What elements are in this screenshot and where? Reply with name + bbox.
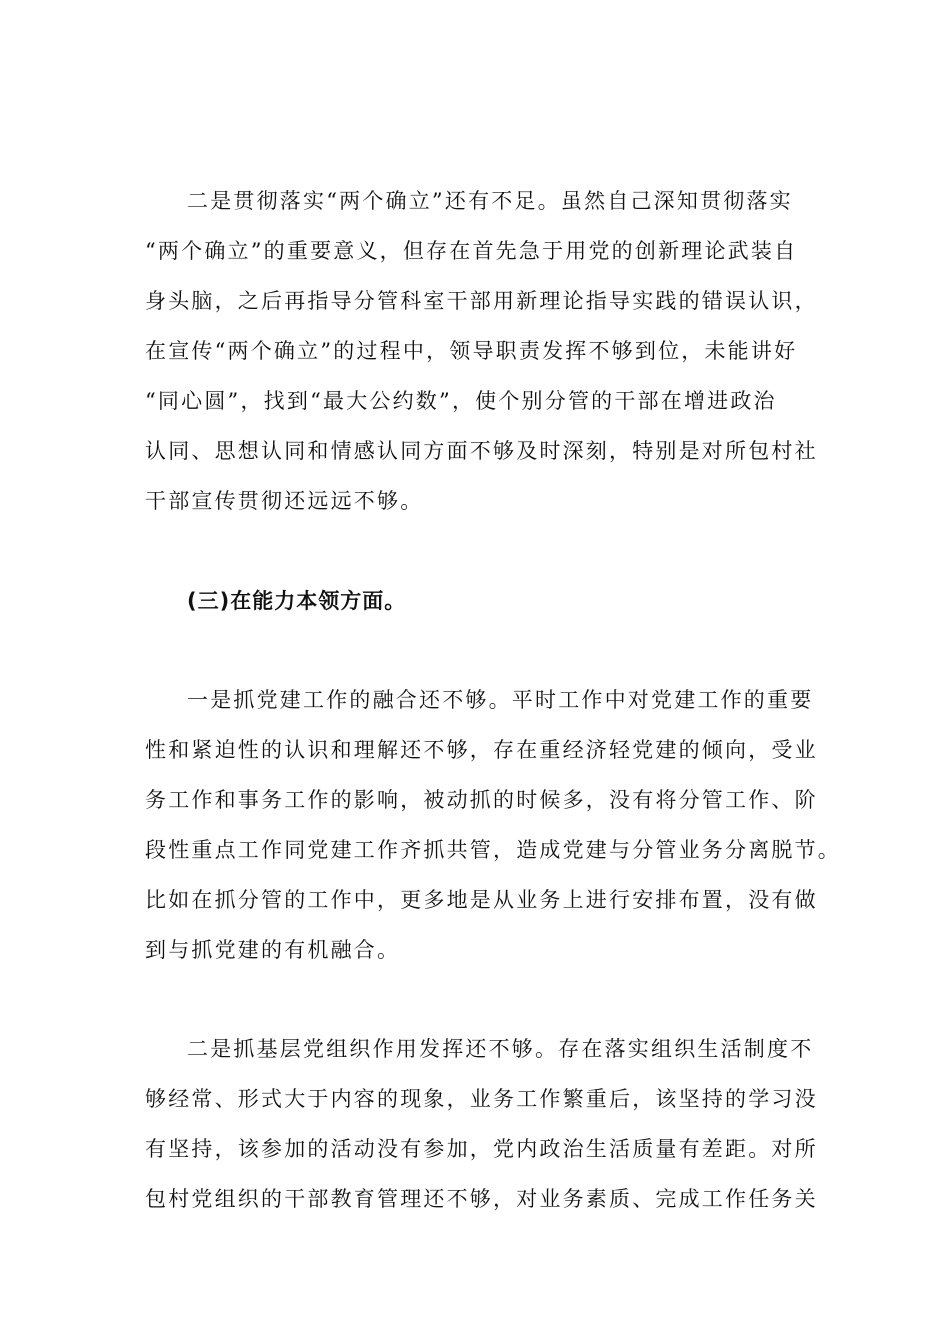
paragraph-line: 干部宣传贯彻还远远不够。 <box>145 489 424 513</box>
paragraph-line: 包村党组织的干部教育管理还不够，对业务素质、完成工作任务关 <box>145 1187 818 1211</box>
paragraph-line: 在宣传“两个确立”的过程中，领导职责发挥不够到位，未能讲好 <box>145 339 798 363</box>
paragraph-line: 段性重点工作同党建工作齐抓共管，造成党建与分管业务分离脱节。 <box>145 838 841 862</box>
paragraph-line: 性和紧迫性的认识和理解还不够，存在重经济轻党建的倾向，受业 <box>145 738 818 762</box>
paragraph-line: 二是贯彻落实“两个确立”还有不足。虽然自己深知贯彻落实 <box>187 189 793 213</box>
paragraph-line: 二是抓基层党组织作用发挥还不够。存在落实组织生活制度不 <box>187 1037 814 1061</box>
paragraph-line: 务工作和事务工作的影响，被动抓的时候多，没有将分管工作、阶 <box>145 788 818 812</box>
paragraph-line: “两个确立”的重要意义，但存在首先急于用党的创新理论武装自 <box>145 239 798 263</box>
paragraph-line: 够经常、形式大于内容的现象，业务工作繁重后，该坚持的学习没 <box>145 1087 818 1111</box>
paragraph-line: 有坚持，该参加的活动没有参加，党内政治生活质量有差距。对所 <box>145 1137 818 1161</box>
section-heading: (三)在能力本领方面。 <box>187 589 407 613</box>
paragraph-line: 一是抓党建工作的融合还不够。平时工作中对党建工作的重要 <box>187 688 814 712</box>
paragraph-line: 到与抓党建的有机融合。 <box>145 938 401 962</box>
paragraph-line: 身头脑，之后再指导分管科室干部用新理论指导实践的错误认识， <box>145 289 818 313</box>
paragraph-line: 比如在抓分管的工作中，更多地是从业务上进行安排布置，没有做 <box>145 888 818 912</box>
paragraph-line: 认同、思想认同和情感认同方面不够及时深刻，特别是对所包村社 <box>145 439 818 463</box>
paragraph-line: “同心圆”，找到“最大公约数”，使个别分管的干部在增进政治 <box>145 389 777 413</box>
